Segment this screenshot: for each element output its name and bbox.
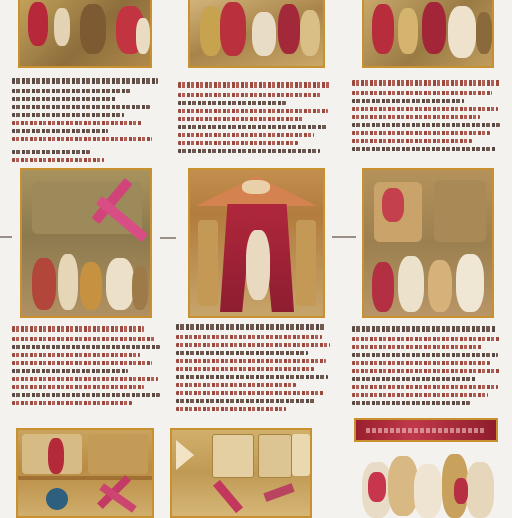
panel-row3-left (16, 428, 154, 518)
separator-center (160, 237, 176, 239)
text-block-row2-center (176, 324, 332, 415)
panel-row2-right (362, 168, 494, 318)
banner-row3-right (354, 418, 498, 442)
text-block-row2-right (352, 326, 502, 409)
panel-row3-center (170, 428, 312, 518)
separator-left (0, 236, 12, 238)
panel-row1-right (362, 0, 494, 68)
text-block-row2-left (12, 326, 162, 409)
panel-row1-left (18, 0, 152, 68)
panel-row3-right (358, 448, 498, 518)
text-block-row1-right (352, 80, 502, 155)
separator-right (332, 236, 356, 238)
text-block-row1-center (178, 82, 333, 157)
panel-row2-left (20, 168, 152, 318)
panel-row2-center (188, 168, 325, 318)
text-block-row1-left (12, 78, 162, 166)
panel-row1-center (188, 0, 325, 68)
